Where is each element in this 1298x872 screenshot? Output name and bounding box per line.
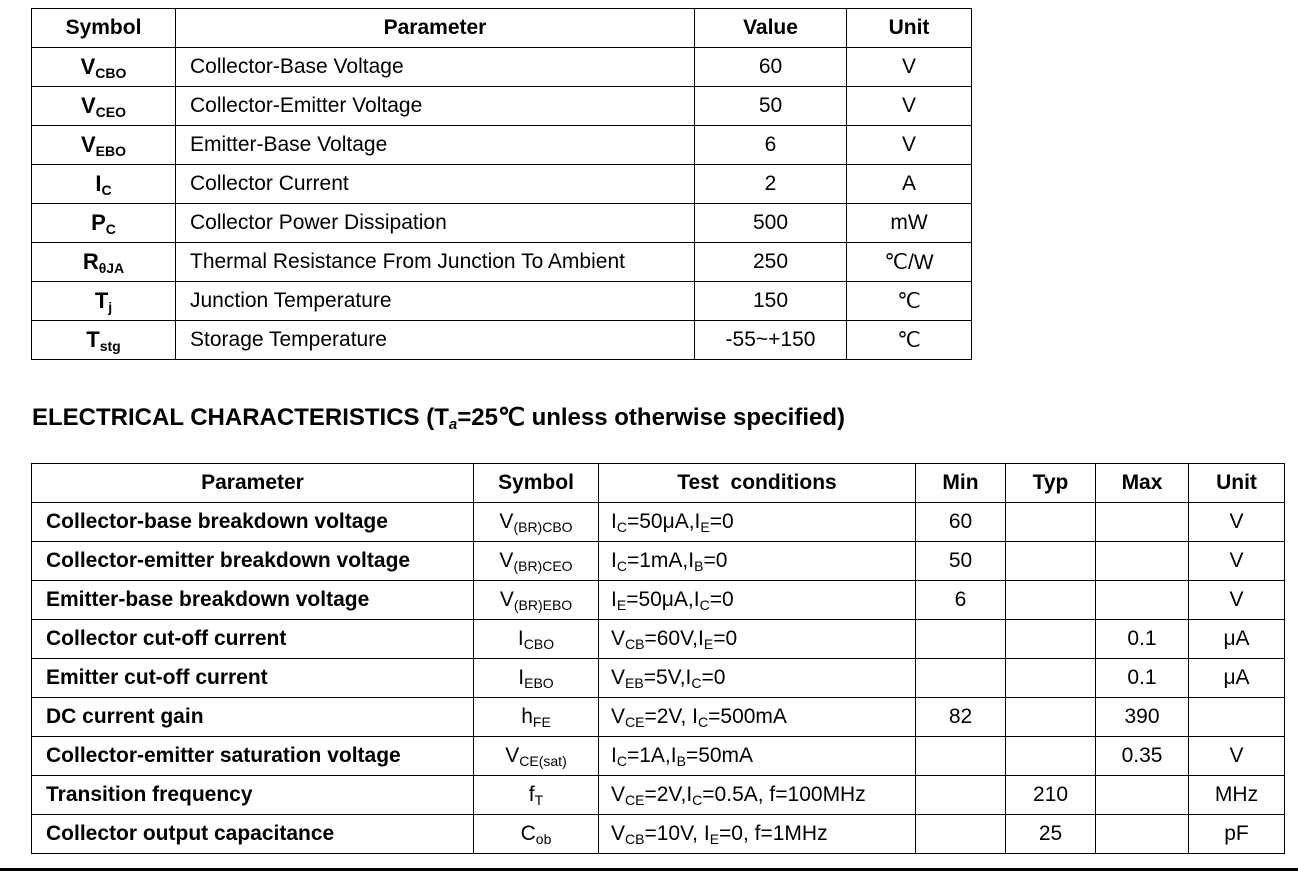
typ-cell bbox=[1006, 659, 1096, 698]
condition-text: =60V,I bbox=[644, 626, 704, 650]
condition-text: =500mA bbox=[708, 704, 787, 728]
parameter-cell: Transition frequency bbox=[32, 776, 474, 815]
condition-text: V bbox=[611, 626, 626, 650]
condition-text: =1A,I bbox=[626, 743, 677, 767]
table-row bbox=[32, 815, 1285, 854]
header-unit: Unit bbox=[1189, 464, 1285, 503]
condition-subscript: CE bbox=[625, 713, 645, 730]
symbol-cell bbox=[474, 542, 599, 581]
symbol-subscript: EBO bbox=[95, 142, 127, 159]
parameter-cell: Thermal Resistance From Junction To Ambient bbox=[176, 243, 695, 282]
condition-text: V bbox=[611, 665, 626, 689]
condition-subscript: E bbox=[703, 635, 714, 652]
symbol-letter: V bbox=[499, 509, 514, 533]
symbol-cell bbox=[474, 737, 599, 776]
table-row bbox=[32, 542, 1285, 581]
min-cell: 82 bbox=[916, 698, 1006, 737]
table-row bbox=[32, 776, 1285, 815]
unit-cell bbox=[1189, 698, 1285, 737]
parameter-cell: Collector cut-off current bbox=[32, 620, 474, 659]
test-conditions-cell bbox=[599, 815, 916, 854]
parameter-cell: Storage Temperature bbox=[176, 321, 695, 360]
table-row bbox=[32, 321, 972, 360]
unit-cell: V bbox=[1189, 737, 1285, 776]
symbol-subscript: j bbox=[108, 298, 113, 315]
symbol-letter: T bbox=[86, 326, 100, 352]
condition-subscript: E bbox=[709, 830, 720, 847]
value-cell: 500 bbox=[695, 204, 847, 243]
value-cell: 60 bbox=[695, 48, 847, 87]
table-row bbox=[32, 48, 972, 87]
condition-subscript: C bbox=[698, 713, 709, 730]
parameter-cell: Collector Current bbox=[176, 165, 695, 204]
max-cell: 0.35 bbox=[1096, 737, 1189, 776]
condition-subscript: E bbox=[700, 518, 710, 535]
min-cell bbox=[916, 776, 1006, 815]
max-cell bbox=[1096, 503, 1189, 542]
symbol-letter: V bbox=[499, 548, 514, 572]
symbol-cell bbox=[474, 776, 599, 815]
table-row bbox=[32, 282, 972, 321]
value-cell: 250 bbox=[695, 243, 847, 282]
parameter-cell: Collector-Emitter Voltage bbox=[176, 87, 695, 126]
header-symbol: Symbol bbox=[32, 9, 176, 48]
unit-cell: V bbox=[847, 87, 972, 126]
value-cell: 150 bbox=[695, 282, 847, 321]
unit-cell: A bbox=[847, 165, 972, 204]
header-parameter: Parameter bbox=[176, 9, 695, 48]
unit-cell: MHz bbox=[1189, 776, 1285, 815]
unit-cell: ℃ bbox=[847, 321, 972, 360]
electrical-characteristics-title bbox=[32, 403, 845, 433]
condition-subscript: CB bbox=[625, 635, 645, 652]
unit-cell: ℃ bbox=[847, 282, 972, 321]
test-conditions-cell bbox=[599, 542, 916, 581]
condition-subscript: C bbox=[691, 674, 702, 691]
condition-text: V bbox=[611, 704, 626, 728]
symbol-letter: I bbox=[517, 626, 524, 650]
typ-cell bbox=[1006, 581, 1096, 620]
symbol-cell bbox=[32, 165, 176, 204]
parameter-cell: Junction Temperature bbox=[176, 282, 695, 321]
min-cell bbox=[916, 620, 1006, 659]
title-subscript: a bbox=[448, 416, 458, 433]
symbol-letter: T bbox=[94, 287, 109, 313]
table-row bbox=[32, 737, 1285, 776]
table-row bbox=[32, 126, 972, 165]
typ-cell bbox=[1006, 620, 1096, 659]
condition-text: V bbox=[611, 782, 626, 806]
symbol-cell bbox=[474, 503, 599, 542]
parameter-cell: Collector-base breakdown voltage bbox=[32, 503, 474, 542]
test-conditions-cell bbox=[599, 503, 916, 542]
condition-text: =50μA,I bbox=[626, 509, 701, 533]
condition-text: I bbox=[611, 548, 617, 572]
condition-text: I bbox=[611, 509, 617, 533]
condition-text: =0 bbox=[709, 587, 734, 611]
condition-text: I bbox=[611, 743, 617, 767]
max-cell bbox=[1096, 542, 1189, 581]
parameter-cell: DC current gain bbox=[32, 698, 474, 737]
symbol-subscript: (BR)CEO bbox=[513, 557, 573, 574]
condition-subscript: C bbox=[616, 518, 627, 535]
max-cell: 0.1 bbox=[1096, 620, 1189, 659]
header-max: Max bbox=[1096, 464, 1189, 503]
condition-subscript: E bbox=[616, 596, 627, 613]
symbol-letter: V bbox=[80, 92, 96, 118]
condition-subscript: CB bbox=[625, 830, 645, 847]
typ-cell bbox=[1006, 737, 1096, 776]
condition-text: I bbox=[611, 587, 617, 611]
symbol-letter: I bbox=[95, 170, 102, 196]
table-row bbox=[32, 581, 1285, 620]
typ-cell: 210 bbox=[1006, 776, 1096, 815]
parameter-cell: Emitter-Base Voltage bbox=[176, 126, 695, 165]
title-text-end: =25℃ unless otherwise specified) bbox=[457, 404, 845, 431]
unit-cell: ℃/W bbox=[847, 243, 972, 282]
parameter-cell: Collector-emitter saturation voltage bbox=[32, 737, 474, 776]
value-cell: 50 bbox=[695, 87, 847, 126]
symbol-subscript: CE(sat) bbox=[519, 752, 567, 769]
symbol-letter: V bbox=[505, 743, 520, 767]
symbol-cell bbox=[474, 581, 599, 620]
test-conditions-cell bbox=[599, 581, 916, 620]
parameter-cell: Collector output capacitance bbox=[32, 815, 474, 854]
symbol-cell bbox=[32, 87, 176, 126]
symbol-subscript: stg bbox=[99, 337, 121, 354]
condition-text: =0, f=1MHz bbox=[719, 821, 828, 845]
header-test-conditions: Test conditions bbox=[599, 464, 916, 503]
symbol-cell bbox=[32, 321, 176, 360]
test-conditions-cell bbox=[599, 620, 916, 659]
title-text: ELECTRICAL CHARACTERISTICS (T bbox=[32, 404, 449, 431]
min-cell: 60 bbox=[916, 503, 1006, 542]
symbol-cell bbox=[32, 243, 176, 282]
unit-cell: V bbox=[1189, 581, 1285, 620]
header-min: Min bbox=[916, 464, 1006, 503]
condition-subscript: CE bbox=[625, 791, 645, 808]
symbol-subscript: θJA bbox=[98, 259, 125, 276]
symbol-subscript: FE bbox=[532, 713, 551, 730]
condition-subscript: C bbox=[699, 596, 710, 613]
condition-subscript: B bbox=[694, 557, 704, 574]
symbol-cell bbox=[32, 204, 176, 243]
condition-text: =5V,I bbox=[643, 665, 692, 689]
unit-cell: V bbox=[847, 48, 972, 87]
unit-cell: pF bbox=[1189, 815, 1285, 854]
symbol-letter: f bbox=[528, 782, 535, 806]
condition-text: =50mA bbox=[685, 743, 754, 767]
typ-cell bbox=[1006, 542, 1096, 581]
bottom-rule bbox=[0, 868, 1298, 871]
symbol-subscript: C bbox=[105, 220, 116, 237]
typ-cell bbox=[1006, 698, 1096, 737]
symbol-letter: P bbox=[91, 209, 106, 235]
symbol-letter: I bbox=[518, 665, 525, 689]
unit-cell: V bbox=[847, 126, 972, 165]
condition-text: =2V,I bbox=[644, 782, 693, 806]
condition-text: =0 bbox=[709, 509, 734, 533]
min-cell: 6 bbox=[916, 581, 1006, 620]
max-cell bbox=[1096, 581, 1189, 620]
parameter-cell: Collector Power Dissipation bbox=[176, 204, 695, 243]
symbol-subscript: CEO bbox=[95, 103, 127, 120]
condition-subscript: C bbox=[616, 752, 627, 769]
symbol-subscript: CBO bbox=[523, 635, 555, 652]
symbol-subscript: EBO bbox=[524, 674, 554, 691]
condition-text: =0.5A, f=100MHz bbox=[702, 782, 866, 806]
unit-cell: μA bbox=[1189, 620, 1285, 659]
absolute-maximum-ratings-table bbox=[31, 8, 972, 360]
table-header-row bbox=[32, 464, 1285, 503]
symbol-cell bbox=[474, 659, 599, 698]
condition-text: =10V, I bbox=[644, 821, 710, 845]
condition-subscript: C bbox=[692, 791, 703, 808]
parameter-cell: Emitter cut-off current bbox=[32, 659, 474, 698]
condition-text: =1mA,I bbox=[626, 548, 695, 572]
symbol-cell bbox=[32, 126, 176, 165]
min-cell bbox=[916, 659, 1006, 698]
parameter-cell: Collector-emitter breakdown voltage bbox=[32, 542, 474, 581]
symbol-subscript: T bbox=[534, 791, 544, 808]
header-typ: Typ bbox=[1006, 464, 1096, 503]
symbol-letter: h bbox=[521, 704, 533, 728]
max-cell: 0.1 bbox=[1096, 659, 1189, 698]
table-header-row bbox=[32, 9, 972, 48]
symbol-letter: V bbox=[80, 53, 96, 79]
symbol-subscript: (BR)CBO bbox=[513, 518, 573, 535]
symbol-letter: C bbox=[520, 821, 536, 845]
parameter-cell: Emitter-base breakdown voltage bbox=[32, 581, 474, 620]
table-row bbox=[32, 87, 972, 126]
header-value: Value bbox=[695, 9, 847, 48]
condition-subscript: B bbox=[676, 752, 686, 769]
test-conditions-cell bbox=[599, 698, 916, 737]
condition-text: V bbox=[611, 821, 626, 845]
header-symbol: Symbol bbox=[474, 464, 599, 503]
value-cell: 2 bbox=[695, 165, 847, 204]
symbol-subscript: CBO bbox=[95, 64, 127, 81]
table-row bbox=[32, 204, 972, 243]
symbol-cell bbox=[474, 698, 599, 737]
header-unit: Unit bbox=[847, 9, 972, 48]
unit-cell: mW bbox=[847, 204, 972, 243]
condition-text: =2V, I bbox=[644, 704, 698, 728]
header-parameter: Parameter bbox=[32, 464, 474, 503]
symbol-cell bbox=[32, 48, 176, 87]
condition-text: =0 bbox=[703, 548, 728, 572]
condition-subscript: EB bbox=[625, 674, 644, 691]
unit-cell: V bbox=[1189, 503, 1285, 542]
condition-text: =0 bbox=[701, 665, 726, 689]
symbol-subscript: (BR)EBO bbox=[513, 596, 573, 613]
symbol-cell bbox=[474, 620, 599, 659]
unit-cell: μA bbox=[1189, 659, 1285, 698]
typ-cell bbox=[1006, 503, 1096, 542]
symbol-letter: R bbox=[82, 248, 99, 274]
table-row bbox=[32, 698, 1285, 737]
unit-cell: V bbox=[1189, 542, 1285, 581]
max-cell: 390 bbox=[1096, 698, 1189, 737]
symbol-cell bbox=[474, 815, 599, 854]
value-cell: -55~+150 bbox=[695, 321, 847, 360]
condition-text: =50μA,I bbox=[626, 587, 700, 611]
max-cell bbox=[1096, 776, 1189, 815]
test-conditions-cell bbox=[599, 737, 916, 776]
table-row bbox=[32, 620, 1285, 659]
test-conditions-cell bbox=[599, 659, 916, 698]
table-row bbox=[32, 243, 972, 282]
condition-subscript: C bbox=[616, 557, 627, 574]
symbol-subscript: ob bbox=[535, 830, 552, 847]
symbol-subscript: C bbox=[101, 181, 112, 198]
min-cell bbox=[916, 815, 1006, 854]
symbol-letter: V bbox=[80, 131, 96, 157]
table-row bbox=[32, 503, 1285, 542]
value-cell: 6 bbox=[695, 126, 847, 165]
table-row bbox=[32, 659, 1285, 698]
test-conditions-cell bbox=[599, 776, 916, 815]
typ-cell: 25 bbox=[1006, 815, 1096, 854]
min-cell: 50 bbox=[916, 542, 1006, 581]
symbol-cell bbox=[32, 282, 176, 321]
table-row bbox=[32, 165, 972, 204]
parameter-cell: Collector-Base Voltage bbox=[176, 48, 695, 87]
symbol-letter: V bbox=[499, 587, 514, 611]
min-cell bbox=[916, 737, 1006, 776]
max-cell bbox=[1096, 815, 1189, 854]
electrical-characteristics-table bbox=[31, 463, 1285, 854]
condition-text: =0 bbox=[713, 626, 738, 650]
